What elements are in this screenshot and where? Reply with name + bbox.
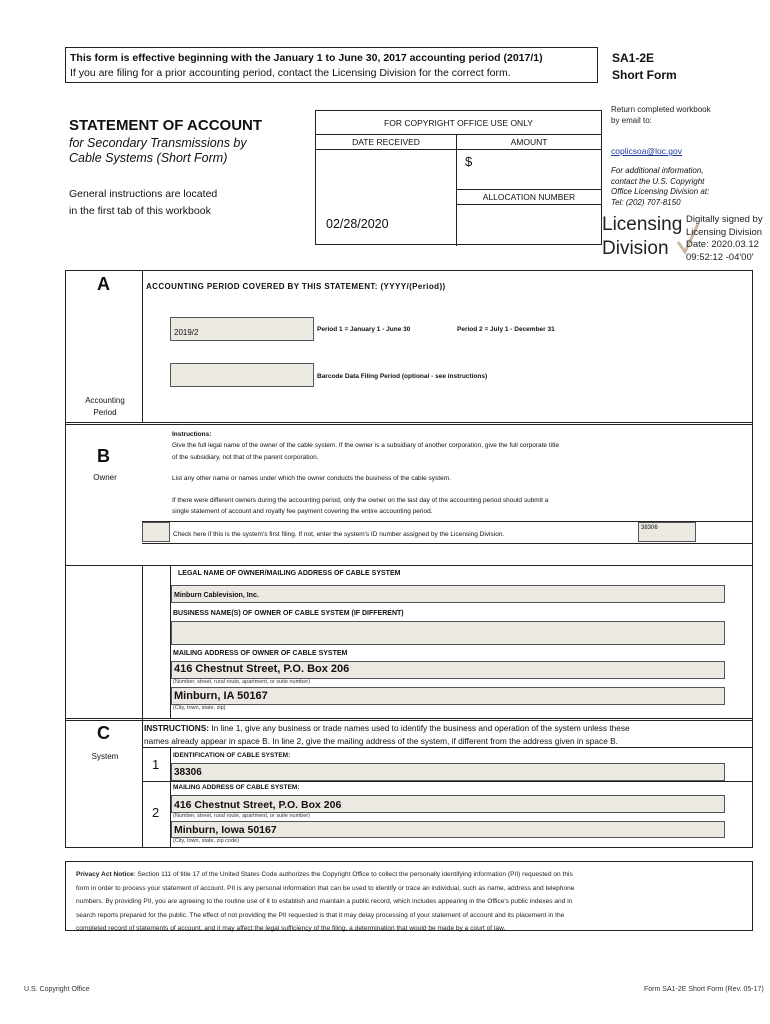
- system-street-hint: (Number, street, rural route, apartment, or suite number): [173, 813, 310, 819]
- owner-street-input[interactable]: [171, 661, 725, 679]
- return-line-1: Return completed workbook: [611, 105, 711, 114]
- divider: [65, 565, 753, 566]
- system-identification-value: 38306: [174, 767, 202, 778]
- owner-city-input[interactable]: [171, 687, 725, 705]
- section-divider: [65, 718, 753, 721]
- privacy-line-1: : Section 111 of title 17 of the United States Code authorizes the Copyright Office to collect the personally identifying information (PII) requested on this: [133, 871, 573, 878]
- owner-street-value: 416 Chestnut Street, P.O. Box 206: [174, 663, 350, 675]
- owner-street-hint: (Number, street, rural route, apartment, or suite number): [173, 679, 310, 685]
- general-instructions-line-1: General instructions are located: [69, 188, 218, 200]
- section-divider: [65, 422, 753, 425]
- section-b-letter: B: [97, 446, 110, 466]
- period-1-note: Period 1 = January 1 - June 30: [317, 326, 411, 333]
- section-b-label: Owner: [93, 473, 117, 482]
- return-instructions: [611, 104, 751, 126]
- divider: [142, 270, 143, 422]
- office-use-header: FOR COPYRIGHT OFFICE USE ONLY: [316, 111, 601, 135]
- system-city-input[interactable]: [171, 821, 725, 838]
- section-c-instr-line-2: names already appear in space B. In line 2, give the mailing address of the system, if different from the address given in space B.: [144, 735, 618, 746]
- system-id-label: IDENTIFICATION OF CABLE SYSTEM:: [173, 752, 291, 759]
- contact-line-2: contact the U.S. Copyright: [611, 176, 705, 186]
- divider: [142, 747, 753, 748]
- divider: [142, 781, 753, 782]
- system-id-value: 38306: [641, 525, 658, 531]
- owner-city-hint: (City, town, state, zip): [173, 705, 226, 711]
- section-b-instructions: [172, 429, 642, 518]
- privacy-act-notice: [65, 861, 753, 931]
- digital-signature-name: [602, 213, 682, 261]
- email-link[interactable]: coplicsoa@loc.gov: [611, 146, 682, 156]
- privacy-title: Privacy Act Notice: [76, 871, 134, 878]
- contact-info: [611, 166, 761, 208]
- first-filing-text: Check here if this is the system's first filing. If not, enter the system's ID number assigned by the Licensing Division.: [173, 531, 505, 538]
- section-b-instr-line-4: If there were different owners during the accounting period, only the owner on the last day of the accounting period should submit a: [172, 496, 549, 504]
- section-b-instr-line-2: of the subsidiary, not that of the parent corporation.: [172, 453, 319, 461]
- contact-line-3: Office Licensing Division at:: [611, 187, 710, 196]
- dollar-sign: $: [465, 154, 473, 169]
- divider: [142, 719, 143, 848]
- accounting-period-input[interactable]: [170, 317, 314, 341]
- barcode-filing-period-label: Barcode Data Filing Period (optional - see instructions): [317, 373, 488, 380]
- signature-text-line-1: Digitally signed by: [686, 214, 763, 225]
- amount-field[interactable]: [457, 150, 601, 190]
- date-received-label: DATE RECEIVED: [316, 135, 456, 150]
- signature-text-line-4: 09:52:12 -04'00': [686, 251, 754, 263]
- footer-form-id: Form SA1-2E Short Form (Rev. 05-17): [644, 986, 764, 993]
- general-instructions-line-2: in the first tab of this workbook: [69, 205, 211, 217]
- legal-name-input[interactable]: [171, 585, 725, 603]
- notice-line-2: If you are filing for a prior accounting period, contact the Licensing Division for the correct form.: [70, 67, 511, 79]
- page-title: STATEMENT OF ACCOUNT: [69, 117, 263, 134]
- privacy-line-4: search reports prepared for the public. The effect of not providing the PII requested is that it may delay processing of your statement of account and its placement in the: [76, 911, 565, 919]
- system-id-input[interactable]: [638, 522, 696, 542]
- section-a-label-line-1: Accounting: [85, 396, 125, 405]
- page-subtitle: [69, 136, 299, 166]
- form-code-type: Short Form: [612, 68, 677, 82]
- office-use-box: [315, 110, 602, 245]
- system-street-value: 416 Chestnut Street, P.O. Box 206: [174, 799, 342, 811]
- section-c-label: System: [91, 752, 119, 761]
- signature-text-line-3: Date: 2020.03.12: [686, 239, 759, 250]
- section-b-instr-line-1: Give the full legal name of the owner of the cable system. If the owner is a subsidiary of another corporation, give the full corporate title: [172, 442, 559, 449]
- business-names-input[interactable]: [171, 621, 725, 645]
- line-2-number: 2: [152, 805, 160, 820]
- section-a-label-line-2: Period: [93, 408, 117, 417]
- section-a-label: [70, 395, 140, 419]
- legal-name-label: LEGAL NAME OF OWNER/MAILING ADDRESS OF CABLE SYSTEM: [178, 570, 401, 577]
- owner-mailing-label: MAILING ADDRESS OF OWNER OF CABLE SYSTEM: [173, 650, 348, 657]
- section-c-instructions: [144, 722, 744, 747]
- period-2-note: Period 2 = July 1 - December 31: [457, 326, 555, 333]
- system-city-hint: (City, town, state, zip code): [173, 838, 239, 844]
- form-sections-frame: [65, 270, 753, 848]
- signature-name-line-2: Division: [602, 238, 669, 259]
- subtitle-line-1: for Secondary Transmissions by: [69, 136, 247, 150]
- allocation-number-label: ALLOCATION NUMBER: [457, 190, 601, 205]
- accounting-period-value: 2019/2: [174, 328, 199, 337]
- contact-line-1: For additional information,: [611, 166, 704, 175]
- signature-name-line-1: Licensing: [602, 214, 683, 235]
- contact-line-4: Tel: (202) 707-8150: [611, 197, 681, 207]
- section-c-letter: C: [97, 723, 110, 743]
- first-filing-checkbox[interactable]: [142, 522, 170, 542]
- owner-city-value: Minburn, IA 50167: [174, 690, 268, 702]
- system-street-input[interactable]: [171, 795, 725, 813]
- section-a-heading: ACCOUNTING PERIOD COVERED BY THIS STATEMENT: (YYYY/(Period)): [146, 282, 446, 291]
- section-b-instr-line-5: single statement of account and royalty fee payment covering the entire accounting period.: [172, 508, 433, 515]
- system-mailing-label: MAILING ADDRESS OF CABLE SYSTEM:: [173, 784, 300, 791]
- return-line-2: by email to:: [611, 116, 652, 125]
- section-a-letter: A: [97, 274, 110, 294]
- privacy-line-5: completed record of statements of account, and it may affect the legal sufficiency of the filing, a determination that would be made by a court of law.: [76, 925, 506, 932]
- effective-notice: [65, 47, 598, 83]
- business-names-label: BUSINESS NAME(S) OF OWNER OF CABLE SYSTEM (IF DIFFERENT): [173, 610, 404, 617]
- notice-line-1: This form is effective beginning with the January 1 to June 30, 2017 accounting period (2017/1): [70, 52, 543, 64]
- privacy-line-3: numbers. By providing PII, you are agreeing to the routine use of it to establish and maintain a public record, which includes appearing in the Office's public indexes and in: [76, 898, 573, 905]
- subtitle-line-2: Cable Systems (Short Form): [69, 151, 228, 165]
- signature-text-line-2: Licensing Division: [686, 226, 763, 238]
- line-1-number: 1: [152, 757, 160, 772]
- section-b-instructions-title: Instructions:: [172, 431, 212, 438]
- divider: [142, 565, 143, 719]
- legal-name-value: Minburn Cablevision, Inc.: [174, 592, 259, 599]
- section-c-instr-line-1: In line 1, give any business or trade names used to identify the business and operation of the system unless these: [209, 723, 630, 733]
- digital-signature-details: [686, 214, 763, 264]
- section-b-instr-line-3: List any other name or names under which the owner conducts the business of the cable system.: [172, 475, 451, 482]
- system-city-value: Minburn, Iowa 50167: [174, 824, 277, 836]
- general-instructions-note: [69, 186, 299, 220]
- section-c-instructions-title: INSTRUCTIONS:: [144, 723, 209, 733]
- barcode-filing-period-input[interactable]: [170, 363, 314, 387]
- date-received-cell: [316, 135, 457, 246]
- form-code: [612, 50, 677, 84]
- divider: [142, 543, 753, 544]
- footer-office: U.S. Copyright Office: [24, 986, 90, 993]
- date-received-value: 02/28/2020: [326, 217, 389, 231]
- privacy-line-2: form in order to process your statement of account. PII is any personal information that can be used to identify or trace an individual, such as name, address and telephone: [76, 884, 575, 892]
- form-code-id: SA1-2E: [612, 51, 655, 65]
- system-identification-input[interactable]: [171, 763, 725, 781]
- amount-label: AMOUNT: [457, 135, 601, 150]
- amount-cell: [457, 135, 601, 246]
